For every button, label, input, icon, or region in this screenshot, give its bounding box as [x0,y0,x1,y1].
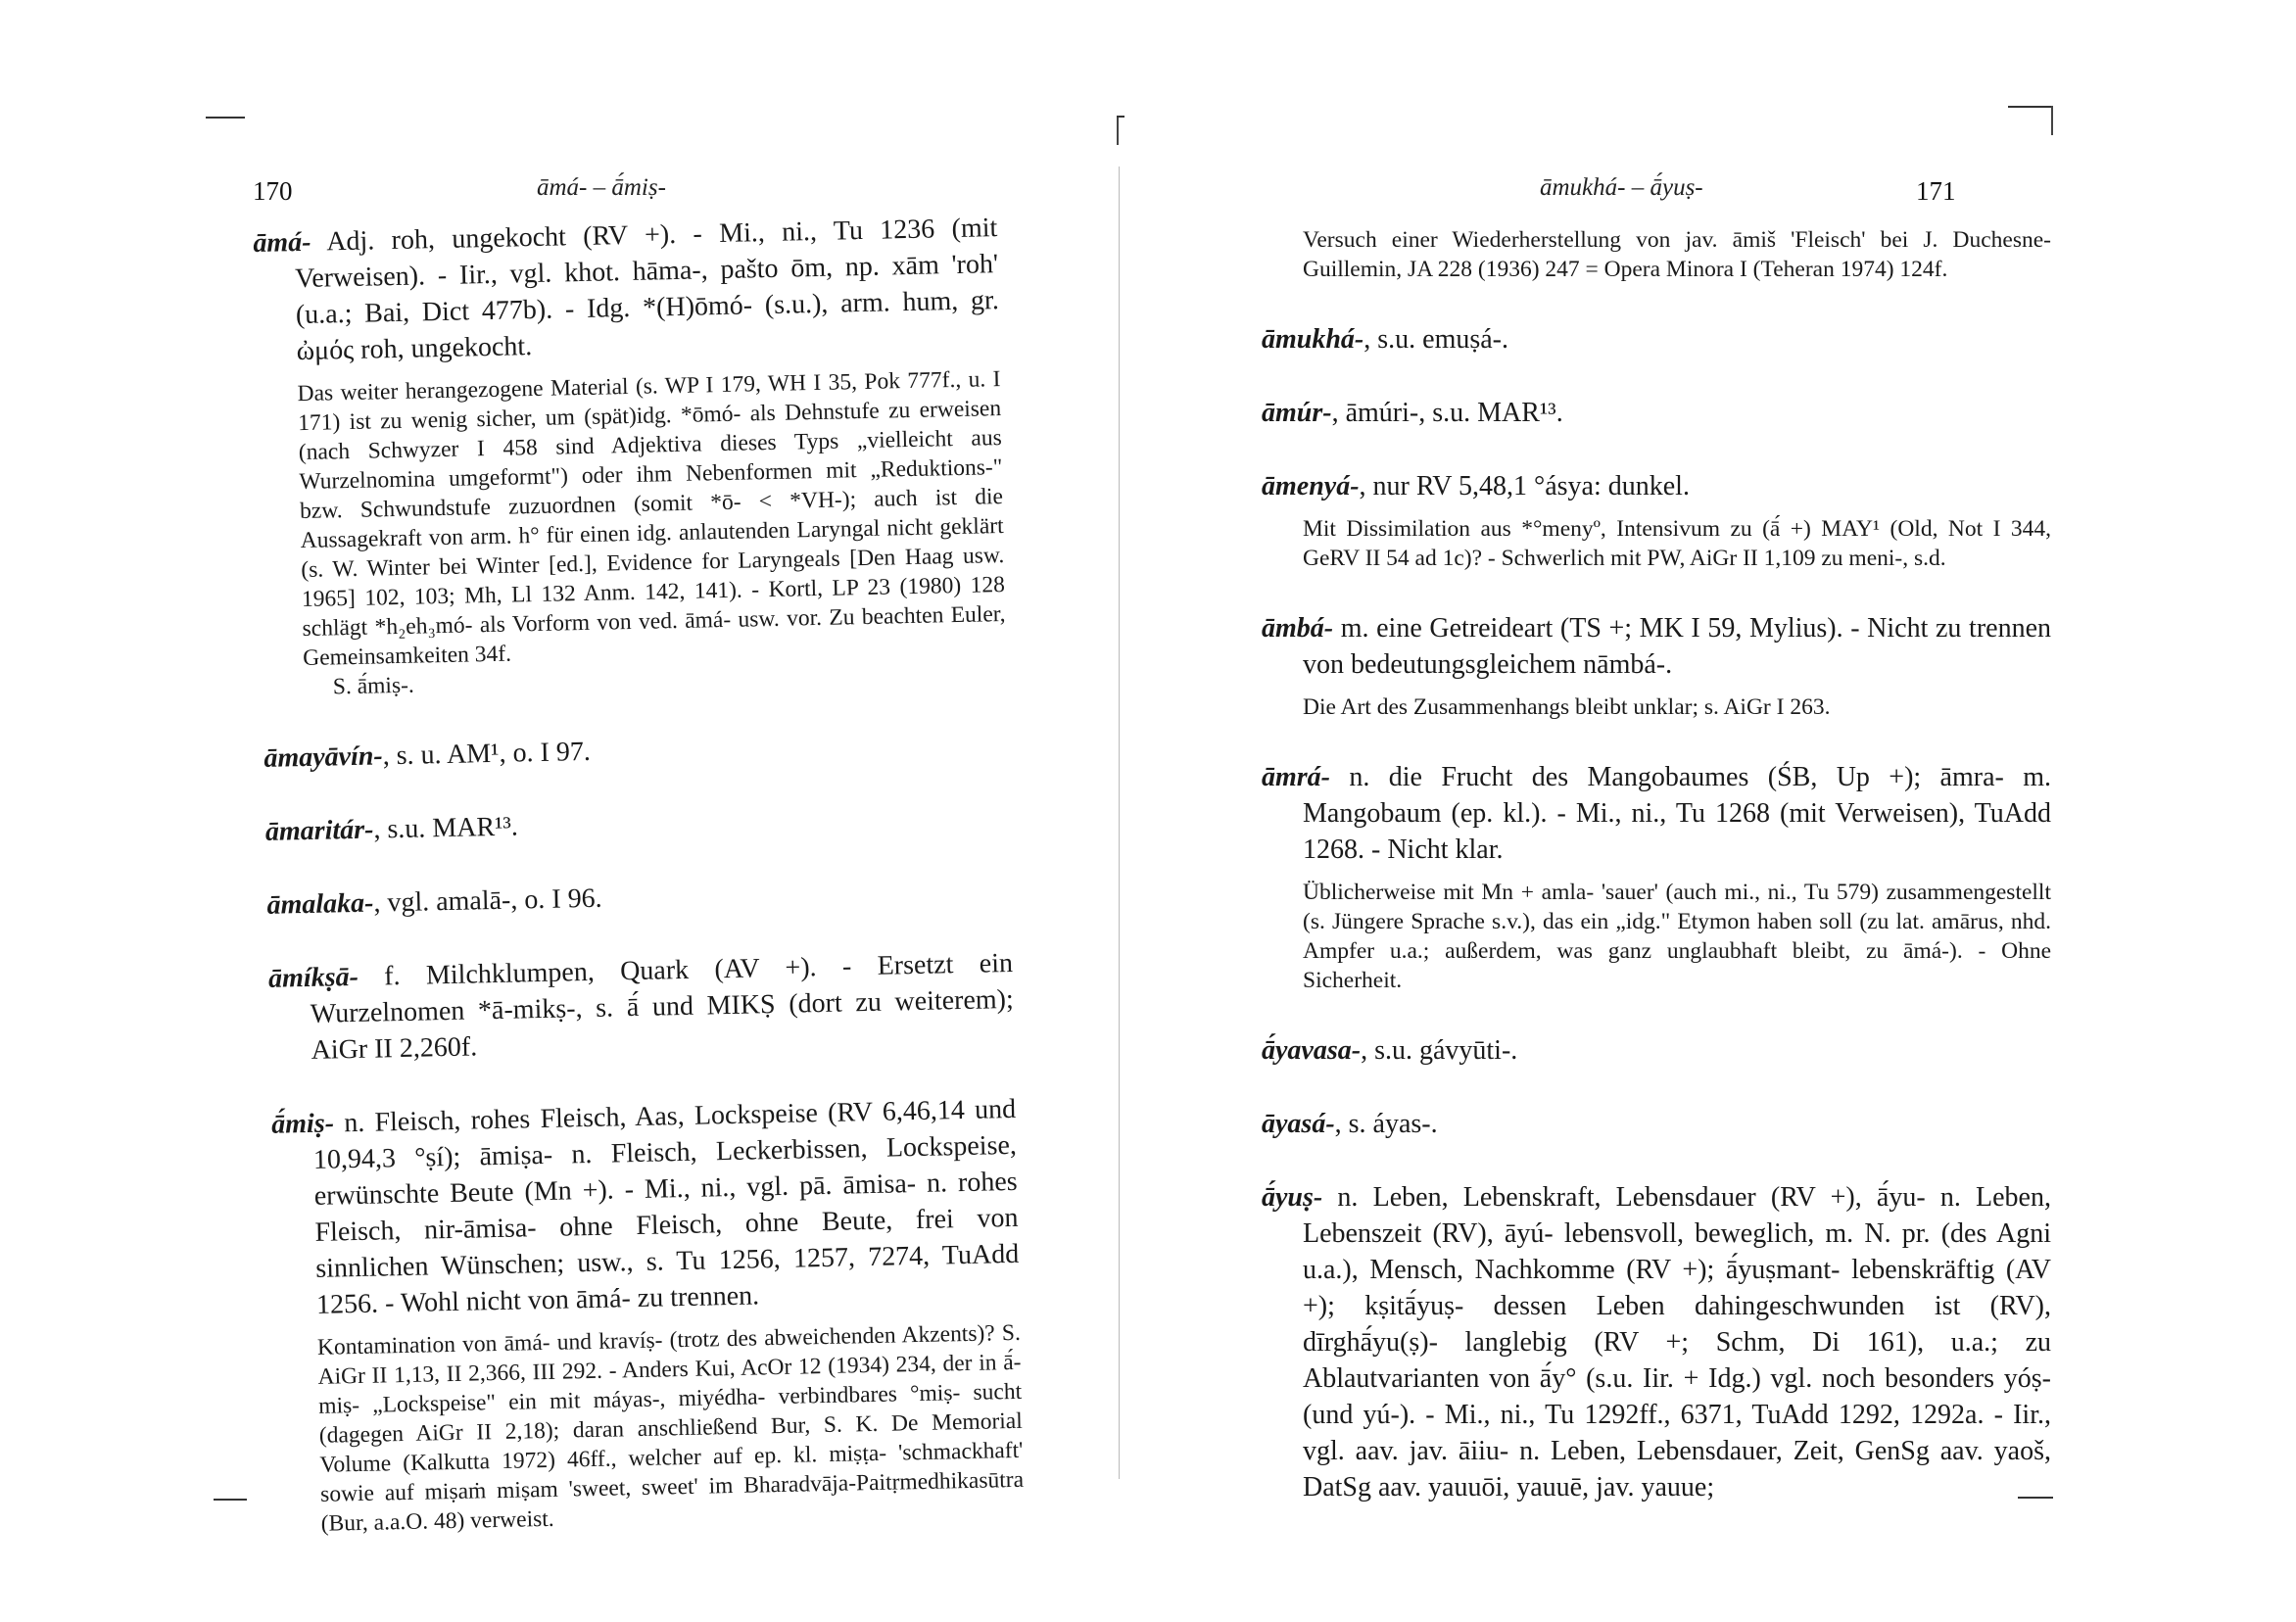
dictionary-entry [268,945,1015,1070]
entry-lemma: āmíkṣā- [267,961,359,994]
dictionary-entry [1262,610,2051,722]
dictionary-entry [263,725,1009,777]
entry-note [297,364,1007,702]
entry-text: , s.u. emuṣá-. [1363,324,1509,355]
dictionary-entry [271,1091,1025,1540]
entry-note [1303,878,2051,995]
note-text: Die Art des Zusammenhangs bleibt unklar; s. AiGr I 263. [1303,694,1831,720]
entry-lemma: ā́yavasa- [1262,1035,1362,1066]
entry-note [1303,514,2051,573]
entry-text: n. Fleisch, rohes Fleisch, Aas, Lockspeise (RV 6,46,14 und 10,94,3 °ṣí); āmiṣa- n. Fleisch, Leckerbissen, Lockspeise, erwünschte Beute (Mn +). - Mi., ni., vgl. pā. āmisa- n. rohes Fleisch, nir-āmisa- ohne Fleisch, ohne Beute, frei von sinnlichen Wünschen; usw., s. Tu 1256, 1257, 7274, TuAdd 1256. - Wohl nicht von āmá- zu trennen. [312,1093,1020,1320]
left-page [0,0,1117,1622]
entry-lemma: ā́miṣ- [270,1108,335,1140]
dictionary-entry [253,210,1007,703]
entry-lemma: āmbá- [1262,613,1334,644]
crop-mark [2008,106,2053,108]
right-column [1262,225,2051,1543]
right-page [1156,0,2296,1622]
running-head: āmukhá- – ā́yuṣ- [1540,174,1703,201]
entry-text: , s. u. AM¹, o. I 97. [382,736,592,772]
entry-lemma: āmayāvín- [263,740,384,774]
left-column [253,210,1026,1577]
crop-mark [2051,106,2053,135]
dictionary-entry [265,798,1011,850]
entry-text: Adj. roh, ungekocht (RV +). - Mi., ni., Tu 1236 (mit Verweisen). - Iir., vgl. khot. hāma-, pašto ōm, np. xām 'roh' (u.a.; Bai, Dict 477b). - Idg. *(H)ōmó- (s.u.), arm. hum, gr. ὠμός roh, ungekocht. [294,213,1000,367]
entry-text: , vgl. amalā-, o. I 96. [373,883,602,919]
entry-text: , nur RV 5,48,1 °ásya: dunkel. [1359,471,1690,501]
crop-mark [206,117,245,119]
entry-note [1303,692,2051,722]
dictionary-entry [1262,395,2051,431]
note-text: Mit Dissimilation aus *°menyº, Intensivum zu (ā́ +) MAY¹ (Old, Not I 344, GeRV II 54 ad 1c)? - Schwerlich mit PW, AiGr II 1,109 zu meni-, s.d. [1303,516,2051,571]
entry-text: n. Leben, Lebenskraft, Lebensdauer (RV +), ā́yu- n. Leben, Lebenszeit (RV), āyú- lebensvoll, beweglich, m. N. pr. (des Agni u.a.), Mensch, Nachkomme (RV +); ā́yuṣmant- lebenskräftig (AV +); kṣitā́yuṣ- dessen Leben dahingeschwunden ist (RV), dīrghā́yu(ṣ)- langlebig (RV +; Schm, Di 161), u.a.; zu Ablautvarianten von ā́y° (s.u. Iir. + Idg.) vgl. noch besonders yóṣ- (und yú-). - Mi., ni., Tu 1292ff., 6371, TuAdd 1292, 1292a. - Iir., vgl. aav. jav. āiiu- n. Leben, Lebensdauer, Zeit, GenSg aav. yaoš, DatSg aav. yauuōi, yauuē, jav. yauue; [1303,1182,2051,1503]
entry-text: , āmúri-, s.u. MAR¹³. [1331,398,1563,428]
page-number: 170 [253,176,293,206]
dictionary-entry [266,872,1012,924]
dictionary-entry [1262,759,2051,995]
note-text: Üblicherweise mit Mn + amla- 'sauer' (auch mi., ni., Tu 579) zusammengestellt (s. Jüngere Sprache s.v.), das ein „idg." Etymon haben soll (zu lat. amārus, nhd. Ampfer u.a.; außerdem, was ganz unglaubhaft bleibt, zu āmá-). - Ohne Sicherheit. [1303,880,2051,993]
entry-text: n. die Frucht des Mangobaumes (ŚB, Up +); āmra- m. Mangobaum (ep. kl.). - Mi., ni., Tu 1268 (mit Verweisen), TuAdd 1268. - Nicht klar. [1303,762,2051,865]
entry-lemma: āmrá- [1262,762,1330,792]
dictionary-entry [1262,1032,2051,1069]
entry-lemma: āmúr- [1262,398,1332,428]
entry-text: f. Milchklumpen, Quark (AV +). - Ersetzt ein Wurzelnomen *ā-mikṣ-, s. ā́ und MIKṢ (dort zu weiterem); AiGr II 2,260f. [310,947,1015,1066]
dictionary-entry [1262,468,2051,573]
entry-text: m. eine Getreideart (TS +; MK I 59, Mylius). - Nicht zu trennen von bedeutungsgleichem nāmbá-. [1303,613,2051,680]
carryover-note: Versuch einer Wiederherstellung von jav. āmiš 'Fleisch' bei J. Duchesne-Guillemin, JA 228 (1936) 247 = Opera Minora I (Teheran 1974) 124f. [1303,227,2051,282]
entry-lemma: āmukhá- [1262,324,1364,355]
entry-text: , s.u. MAR¹³. [373,811,519,845]
crop-mark [214,1499,247,1501]
running-head: āmá- – ā́miṣ- [537,174,666,201]
entry-note [317,1318,1025,1539]
gutter-mark [1117,116,1124,118]
note-text: Kontamination von āmá- und kravíṣ- (trotz des abweichenden Akzents)? S. AiGr II 1,13, II 2,366, III 292. - Anders Kui, AcOr 12 (1934) 234, der in ā́-miṣ- „Lockspeise" ein mit máyas-, miyédha- verbindbares °miṣ- sucht (dagegen AiGr II 2,18); daran anschließend Bur, S. K. De Memorial Volume (Kalkutta 1972) 46ff., welcher auf ep. kl. miṣṭa- 'schmackhaft' sowie auf miṣaṁ miṣam 'sweet, sweet' im Bharadvāja-Paitṛmedhikasūtra (Bur, a.a.O. 48) verweist. [316,1319,1025,1537]
entry-lemma: āmalaka- [266,887,374,921]
entry-text: , s.u. gávyūti-. [1361,1035,1518,1066]
gutter-line [1119,167,1120,1479]
page-number: 171 [1916,176,1956,206]
note-text: Das weiter herangezogene Material (s. WP I 179, WH I 35, Pok 777f., u. I 171) ist zu wenig sicher, um (spät)idg. *ōmó- als Dehnstufe zu erweisen (nach Schwyzer I 458 sind Adjektiva dieses Typs „vielleicht aus Wurzelnomina umgeformt") oder ihm Nebenformen mit „Reduktions-" bzw. Schwundstufe zuzuordnen (somit *ō- < *VH-); auch ist die Aussagekraft von arm. h° für einen idg. anlautenden Laryngal nicht geklärt (s. W. Winter bei Winter [ed.], Evidence for Laryngeals [Den Haag usw. 1965] 102, 103; Mh, Ll 132 Anm. 142, 141). - Kortl, LP 23 (1980) 128 schlägt *h₂eh₃mó- als Vorform von ved. āmá- usw. vor. Zu beachten Euler, Gemeinsamkeiten 34f. [297,366,1006,672]
dictionary-entry [1262,1106,2051,1142]
entry-lemma: ā́yuṣ- [1262,1182,1323,1213]
entry-lemma: āmá- [253,226,311,259]
dictionary-entry [1262,321,2051,358]
entry-lemma: āmaritár- [264,814,374,847]
entry-lemma: āmenyá- [1262,471,1360,501]
entry-text: , s. áyas-. [1334,1109,1438,1139]
entry-lemma: āyasá- [1262,1109,1335,1139]
dictionary-entry [1262,1179,2051,1505]
gutter-mark [1117,116,1119,145]
cross-reference: S. ā́miṣ-. [332,672,415,700]
